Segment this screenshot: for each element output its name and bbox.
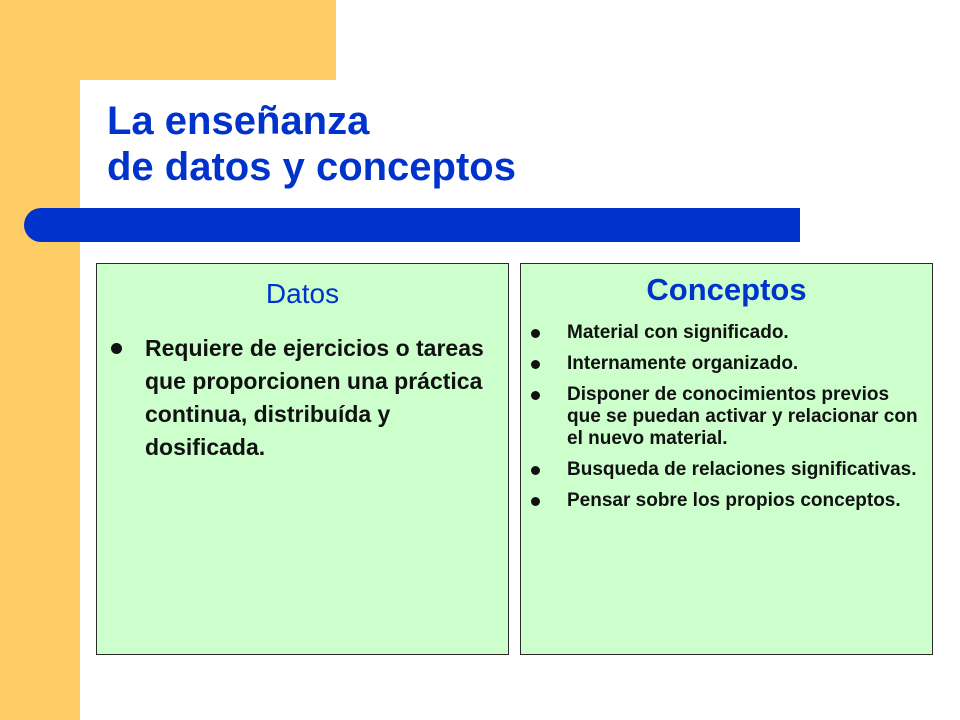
list-item-text: Requiere de ejercicios o tareas que proporcionen una práctica continua, distribuída y dosificada. bbox=[145, 335, 484, 460]
bullet-icon bbox=[531, 329, 540, 338]
title-line-2: de datos y conceptos bbox=[107, 145, 516, 189]
list-item bbox=[567, 490, 920, 512]
bullet-icon bbox=[111, 343, 122, 354]
list-item-text: Pensar sobre los propios conceptos. bbox=[567, 490, 901, 511]
list-item-text: Internamente organizado. bbox=[567, 353, 799, 374]
datos-panel bbox=[96, 263, 509, 655]
bullet-icon bbox=[531, 497, 540, 506]
conceptos-list bbox=[521, 308, 932, 512]
title-line-1: La enseñanza bbox=[107, 99, 370, 143]
conceptos-panel bbox=[520, 263, 933, 655]
list-item-text: Material con significado. bbox=[567, 322, 789, 343]
list-item-text: Disponer de conocimientos previos que se puedan activar y relacionar con el nuevo material. bbox=[567, 384, 918, 449]
list-item bbox=[567, 322, 920, 344]
list-item-text: Busqueda de relaciones significativas. bbox=[567, 459, 917, 480]
title-underline-bar bbox=[24, 208, 800, 242]
datos-list bbox=[97, 310, 508, 464]
list-item bbox=[567, 384, 920, 450]
bullet-icon bbox=[531, 360, 540, 369]
list-item bbox=[567, 353, 920, 375]
conceptos-heading: Conceptos bbox=[646, 272, 807, 307]
accent-bar-top bbox=[80, 0, 336, 80]
slide-title bbox=[107, 98, 516, 190]
bullet-icon bbox=[531, 391, 540, 400]
list-item bbox=[567, 459, 920, 481]
bullet-icon bbox=[531, 466, 540, 475]
accent-bar-vertical bbox=[0, 0, 80, 720]
datos-heading: Datos bbox=[265, 278, 340, 309]
list-item bbox=[145, 332, 488, 464]
